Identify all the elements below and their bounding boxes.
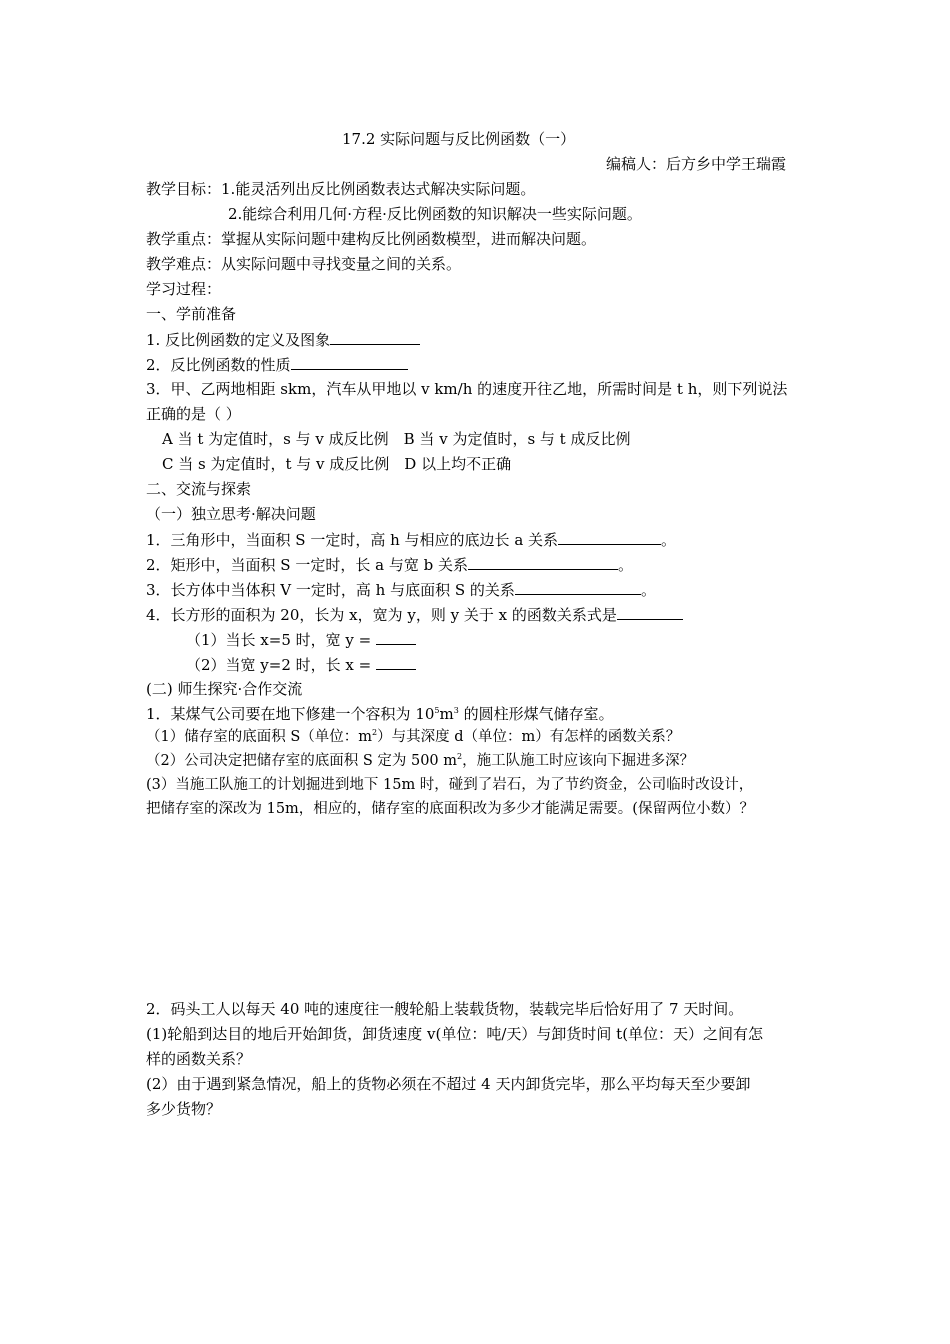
answer-blank[interactable] [468, 554, 618, 570]
question-item: 3．甲、乙两地相距 skm，汽车从甲地以 v km/h 的速度开往乙地，所需时间是 t h，则下列说法 [146, 380, 788, 398]
problem-part: （1）储存室的底面积 S（单位：$m^2$）与其深度 d（单位：m）有怎样的函数关系？ [146, 728, 681, 745]
sub-question: （1）当长 x=5 时，宽 y = [186, 629, 416, 650]
problem-statement: 2．码头工人以每天 40 吨的速度往一艘轮船上装载货物，装载完毕后恰好用了 7 天时间。 [146, 1000, 744, 1018]
sub-question: （2）当宽 y=2 时，长 x = [186, 654, 416, 675]
question-item: 正确的是（ ） [146, 405, 241, 423]
problem-statement: 1．某煤气公司要在地下修建一个容积为 $10^5m^3$ 的圆柱形煤气储存室。 [146, 705, 614, 723]
problem-part: 多少货物？ [146, 1100, 222, 1118]
section-heading: 学习过程： [146, 280, 222, 298]
objective-line-1 [146, 179, 535, 199]
section-heading: 二、交流与探索 [146, 480, 252, 498]
question-item: 4．长方形的面积为 20，长为 x，宽为 y，则 y 关于 x 的函数关系式是 [146, 604, 683, 625]
key-point: 教学重点：掌握从实际问题中建构反比例函数模型，进而解决问题。 [146, 230, 597, 248]
choice-options: A 当 t 为定值时，s 与 v 成反比例 B 当 v 为定值时，s 与 t 成反比例 [162, 430, 631, 448]
question-item: 1．三角形中，当面积 S 一定时，高 h 与相应的底边长 a 关系 。 [146, 531, 677, 549]
objectives-label: 教学目标： [146, 180, 222, 198]
objective-item: 1.能灵活列出反比例函数表达式解决实际问题。 [221, 180, 536, 198]
problem-part: (2）由于遇到紧急情况，船上的货物必须在不超过 4 天内卸货完毕，那么平均每天至少要卸 [146, 1075, 751, 1093]
question-item: 1. 反比例函数的定义及图象 [146, 329, 420, 350]
problem-part: 把储存室的深改为 15m，相应的，储存室的底面积改为多少才能满足需要。(保留两位小数）？ [146, 801, 754, 817]
choice-options: C 当 s 为定值时，t 与 v 成反比例 D 以上均不正确 [162, 455, 512, 473]
answer-blank[interactable] [330, 329, 420, 345]
objective-line-2: 2.能综合利用几何·方程·反比例函数的知识解决一些实际问题。 [228, 205, 642, 223]
problem-part: (3）当施工队施工的计划掘进到地下 15m 时，碰到了岩石，为了节约资金，公司临时改设计， [146, 777, 754, 793]
answer-blank[interactable] [617, 604, 683, 620]
answer-blank[interactable] [515, 579, 641, 595]
page-title: 17.2 实际问题与反比例函数（一） [342, 130, 576, 148]
answer-blank[interactable] [376, 654, 416, 670]
subsection-heading: （一）独立思考·解决问题 [146, 505, 316, 523]
answer-blank[interactable] [291, 354, 408, 370]
section-heading: 一、学前准备 [146, 305, 237, 323]
answer-blank[interactable] [558, 529, 661, 545]
problem-part: (1)轮船到达目的地后开始卸货，卸货速度 v(单位：吨/天）与卸货时间 t(单位：天）之间有怎 [146, 1025, 764, 1043]
question-item: 2．反比例函数的性质 [146, 354, 408, 375]
difficulty: 教学难点：从实际问题中寻找变量之间的关系。 [146, 255, 462, 273]
subsection-heading: (二) 师生探究·合作交流 [146, 680, 303, 698]
problem-part: （2）公司决定把储存室的底面积 S 定为 500 $m^2$，施工队施工时应该向下掘进多深？ [146, 752, 695, 769]
question-item: 3．长方体中当体积 V 一定时，高 h 与底面积 S 的关系 。 [146, 581, 656, 599]
answer-blank[interactable] [376, 629, 416, 645]
question-item: 2．矩形中，当面积 S 一定时，长 a 与宽 b 关系 。 [146, 556, 633, 574]
author-line: 编稿人：后方乡中学王瑞霞 [606, 155, 787, 173]
problem-part: 样的函数关系？ [146, 1050, 252, 1068]
